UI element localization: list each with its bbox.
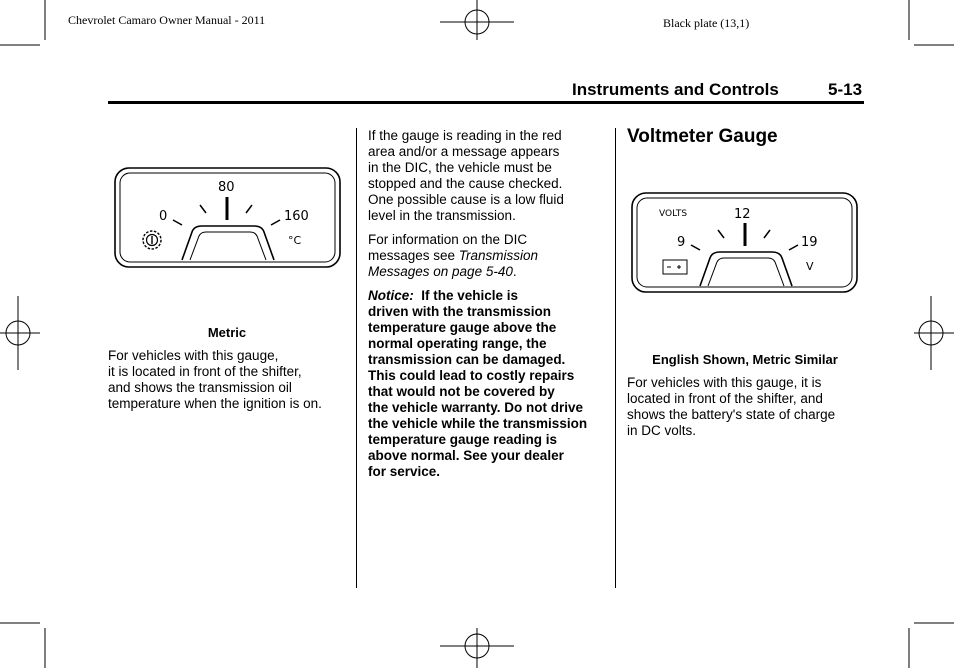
text-line: and shows the transmission oil bbox=[108, 380, 292, 395]
text-line: in DC volts. bbox=[627, 423, 697, 438]
body-paragraph bbox=[368, 128, 612, 224]
volts-label: VOLTS bbox=[659, 209, 688, 219]
text-line: stopped and the cause checked. bbox=[368, 176, 563, 191]
text-line: located in front of the shifter, and bbox=[627, 391, 823, 406]
gauge-unit: °C bbox=[288, 234, 302, 247]
text-line: normal operating range, the bbox=[368, 336, 547, 351]
notice-paragraph bbox=[368, 288, 612, 480]
text-line: level in the transmission. bbox=[368, 208, 516, 223]
column-divider bbox=[356, 128, 357, 588]
cross-reference-link[interactable]: Transmission bbox=[458, 248, 539, 263]
text-line: If the vehicle is bbox=[421, 288, 519, 303]
gauge-label-max: 160 bbox=[284, 209, 309, 224]
text-line: messages see bbox=[368, 248, 459, 263]
transmission-temp-gauge bbox=[110, 160, 346, 276]
text-punct: . bbox=[512, 264, 517, 279]
text-line: the vehicle warranty. Do not drive bbox=[368, 400, 584, 415]
gauge-label-max: 19 bbox=[801, 235, 818, 250]
text-line: For vehicles with this gauge, bbox=[108, 348, 279, 363]
text-line: in the DIC, the vehicle must be bbox=[368, 160, 552, 175]
text-line: temperature when the ignition is on. bbox=[108, 396, 322, 411]
text-line: One possible cause is a low fluid bbox=[368, 192, 564, 207]
cross-reference-link[interactable]: Messages on page 5-40 bbox=[368, 264, 513, 279]
text-line: the vehicle while the transmission bbox=[368, 416, 588, 431]
text-line: it is located in front of the shifter, bbox=[108, 364, 302, 379]
text-line: above normal. See your dealer bbox=[368, 448, 564, 463]
gauge-label-min: 9 bbox=[677, 235, 686, 250]
text-line: driven with the transmission bbox=[368, 304, 552, 319]
plate-label: Black plate (13,1) bbox=[663, 16, 750, 30]
text-line: area and/or a message appears bbox=[368, 144, 560, 159]
body-paragraph bbox=[627, 375, 863, 439]
gauge-unit: V bbox=[806, 260, 814, 273]
body-paragraph bbox=[108, 348, 353, 412]
text-line: For information on the DIC bbox=[368, 232, 528, 247]
text-line: temperature gauge above the bbox=[368, 320, 557, 335]
gauge-label-mid: 80 bbox=[218, 180, 235, 195]
column-divider bbox=[615, 128, 616, 588]
voltmeter-gauge bbox=[628, 188, 862, 300]
manual-title: Chevrolet Camaro Owner Manual - 2011 bbox=[68, 13, 266, 27]
figure-caption: English Shown, Metric Similar bbox=[652, 352, 838, 367]
gauge-label-mid: 12 bbox=[734, 207, 751, 222]
column-2-text bbox=[368, 128, 612, 488]
text-line: shows the battery's state of charge bbox=[627, 407, 836, 422]
text-line: temperature gauge reading is bbox=[368, 432, 558, 447]
text-line: that would not be covered by bbox=[368, 384, 555, 399]
text-line: This could lead to costly repairs bbox=[368, 368, 575, 383]
section-heading: Voltmeter Gauge bbox=[627, 126, 778, 147]
body-paragraph bbox=[368, 232, 612, 280]
figure-caption: Metric bbox=[207, 325, 247, 340]
text-line: transmission can be damaged. bbox=[368, 352, 566, 367]
text-line: for service. bbox=[368, 464, 441, 479]
section-title: Instruments and Controls bbox=[572, 80, 779, 99]
gauge-label-min: 0 bbox=[159, 209, 168, 224]
text-line: If the gauge is reading in the red bbox=[368, 128, 562, 143]
header-rule bbox=[108, 101, 864, 104]
text-line: For vehicles with this gauge, it is bbox=[627, 375, 822, 390]
notice-label: Notice: bbox=[368, 288, 414, 303]
page-number: 5-13 bbox=[828, 80, 863, 99]
